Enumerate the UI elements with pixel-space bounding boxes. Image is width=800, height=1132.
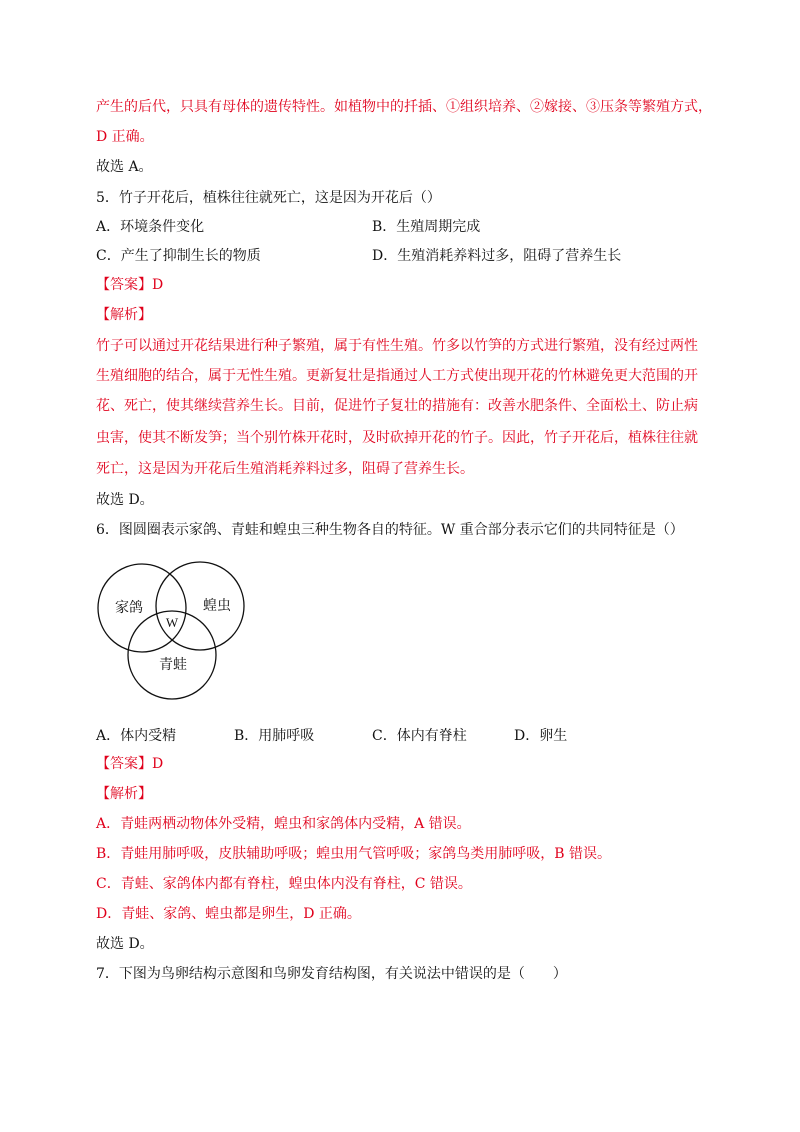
q5-analysis-title: 【解析】 [96, 307, 152, 323]
venn-label-pigeon: 家鸽 [115, 600, 143, 616]
prev-analysis-line-2: D 正确。 [96, 129, 154, 145]
q5-stem: 5．竹子开花后，植株往往就死亡，这是因为开花后（） [96, 190, 441, 206]
venn-label-w: W [165, 615, 179, 630]
q5-answer: 【答案】D [96, 277, 164, 293]
q6-option-b: B．用肺呼吸 [234, 728, 315, 744]
q5-conclusion: 故选 D。 [96, 492, 154, 508]
q6-analysis-line-c: C．青蛙、家鸽体内都有脊柱，蝗虫体内没有脊柱，C 错误。 [96, 876, 472, 892]
q6-analysis-line-d: D．青蛙、家鸽、蝗虫都是卵生，D 正确。 [96, 906, 361, 922]
q5-analysis-line-4: 虫害，使其不断发笋；当个别竹株开花时，及时砍掉开花的竹子。因此，竹子开花后，植株往往就 [96, 430, 698, 446]
q5-option-a: A．环境条件变化 [96, 219, 205, 235]
q5-option-b: B．生殖周期完成 [372, 219, 481, 235]
venn-label-locust: 蝗虫 [203, 598, 231, 614]
q6-option-d: D．卵生 [514, 728, 568, 744]
q5-analysis-line-1: 竹子可以通过开花结果进行种子繁殖，属于有性生殖。竹多以竹笋的方式进行繁殖，没有经过两性 [96, 338, 698, 354]
q6-option-c: C．体内有脊柱 [372, 728, 467, 744]
q6-analysis-line-b: B．青蛙用肺呼吸，皮肤辅助呼吸；蝗虫用气管呼吸；家鸽鸟类用肺呼吸，B 错误。 [96, 846, 612, 862]
q6-option-a: A．体内受精 [96, 728, 177, 744]
q5-option-d: D．生殖消耗养料过多，阻碍了营养生长 [372, 248, 622, 264]
q6-conclusion: 故选 D。 [96, 936, 154, 952]
prev-conclusion: 故选 A。 [96, 159, 153, 175]
venn-svg [96, 556, 256, 702]
venn-label-frog: 青蛙 [159, 657, 187, 673]
q5-analysis-line-2: 生殖细胞的结合，属于无性生殖。更新复壮是指通过人工方式使出现开花的竹林避免更大范围的开 [96, 368, 698, 384]
q5-option-c: C．产生了抑制生长的物质 [96, 248, 261, 264]
q6-analysis-title: 【解析】 [96, 786, 152, 802]
q5-analysis-line-3: 花、死亡，使其继续营养生长。目前，促进竹子复壮的措施有：改善水肥条件、全面松土、防止病 [96, 398, 698, 414]
prev-analysis-line-1: 产生的后代，只具有母体的遗传特性。如植物中的扦插、①组织培养、②嫁接、③压条等繁殖方式， [96, 99, 712, 115]
q6-analysis-line-a: A．青蛙两栖动物体外受精，蝗虫和家鸽体内受精，A 错误。 [96, 816, 471, 832]
q5-analysis-line-5: 死亡，这是因为开花后生殖消耗养料过多，阻碍了营养生长。 [96, 461, 474, 477]
venn-diagram [96, 556, 256, 702]
q7-stem: 7．下图为鸟卵结构示意图和鸟卵发育结构图，有关说法中错误的是（ ） [96, 966, 567, 982]
q6-stem: 6．图圆圈表示家鸽、青蛙和蝗虫三种生物各自的特征。W 重合部分表示它们的共同特征是（） [96, 522, 684, 538]
q6-answer: 【答案】D [96, 756, 164, 772]
